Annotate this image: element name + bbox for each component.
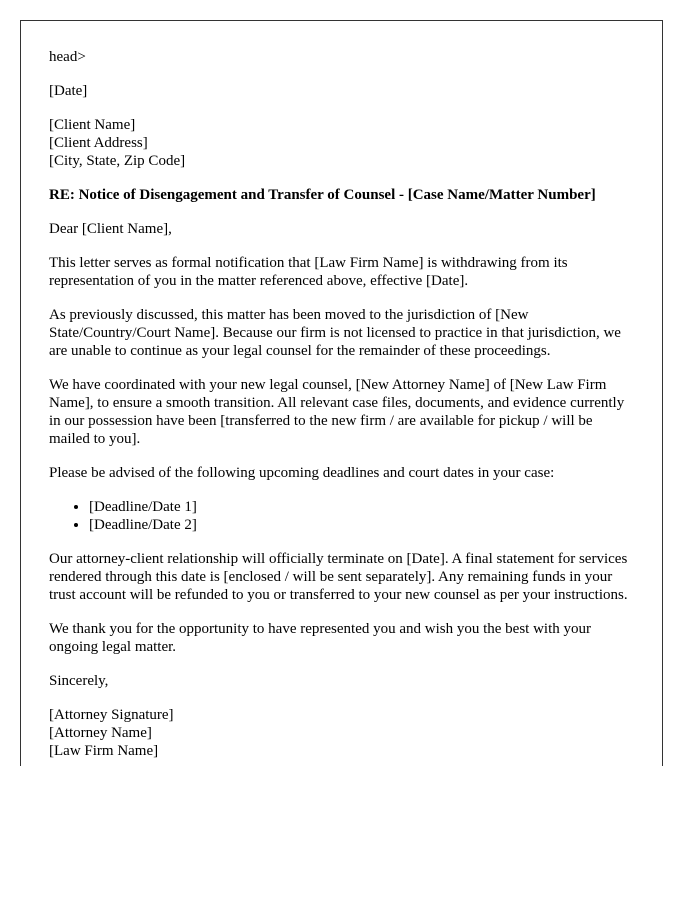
- deadline-item: • [Deadline/Date 1]: [89, 498, 634, 516]
- stray-text: head>: [49, 49, 86, 65]
- subject-text: RE: Notice of Disengagement and Transfer of Counsel - [Case Name/Matter Number]: [49, 187, 596, 203]
- body-paragraph: Please be advised of the following upcoming deadlines and court dates in your case:: [49, 465, 555, 481]
- body-paragraph: We have coordinated with your new legal counsel, [New Attorney Name] of [New Law Firm Name], to ensure a smooth transition. All relevant case files, documents, and evidence currently in our possession have been [transferred to the new firm / are available for pickup / will be mailed to you].: [49, 377, 625, 447]
- attorney-name: [Attorney Name]: [49, 725, 152, 741]
- body-paragraph: We thank you for the opportunity to have represented you and wish you the best with your ongoing legal matter.: [49, 621, 592, 655]
- body-paragraph: This letter serves as formal notification that [Law Firm Name] is withdrawing from its representation of you in the matter referenced above, effective [Date].: [49, 255, 568, 289]
- letter-date: [Date]: [49, 83, 88, 99]
- deadline-item: • [Deadline/Date 2]: [89, 516, 634, 534]
- salutation: Dear [Client Name],: [49, 221, 172, 237]
- body-paragraph: Our attorney-client relationship will officially terminate on [Date]. A final statement for services rendered through this date is [enclosed / will be sent separately]. Any remaining funds in your trust account will be refunded to you or transferred to your new counsel as per your instructions.: [49, 551, 628, 603]
- law-firm-name: [Law Firm Name]: [49, 743, 159, 759]
- deadline-list: [49, 498, 634, 534]
- body-paragraph: As previously discussed, this matter has been moved to the jurisdiction of [New State/Country/Court Name]. Because our firm is not licensed to practice in that jurisdiction, we are unable to continue as your legal counsel for the remainder of these proceedings.: [49, 307, 621, 359]
- recipient-block: [49, 116, 634, 170]
- subject-line: [49, 186, 634, 204]
- signature-block: [49, 706, 634, 760]
- recipient-name: [Client Name]: [49, 117, 136, 133]
- recipient-address: [Client Address]: [49, 135, 148, 151]
- attorney-signature: [Attorney Signature]: [49, 707, 174, 723]
- recipient-city: [City, State, Zip Code]: [49, 153, 186, 169]
- letter-page: [20, 20, 663, 766]
- signoff: Sincerely,: [49, 673, 109, 689]
